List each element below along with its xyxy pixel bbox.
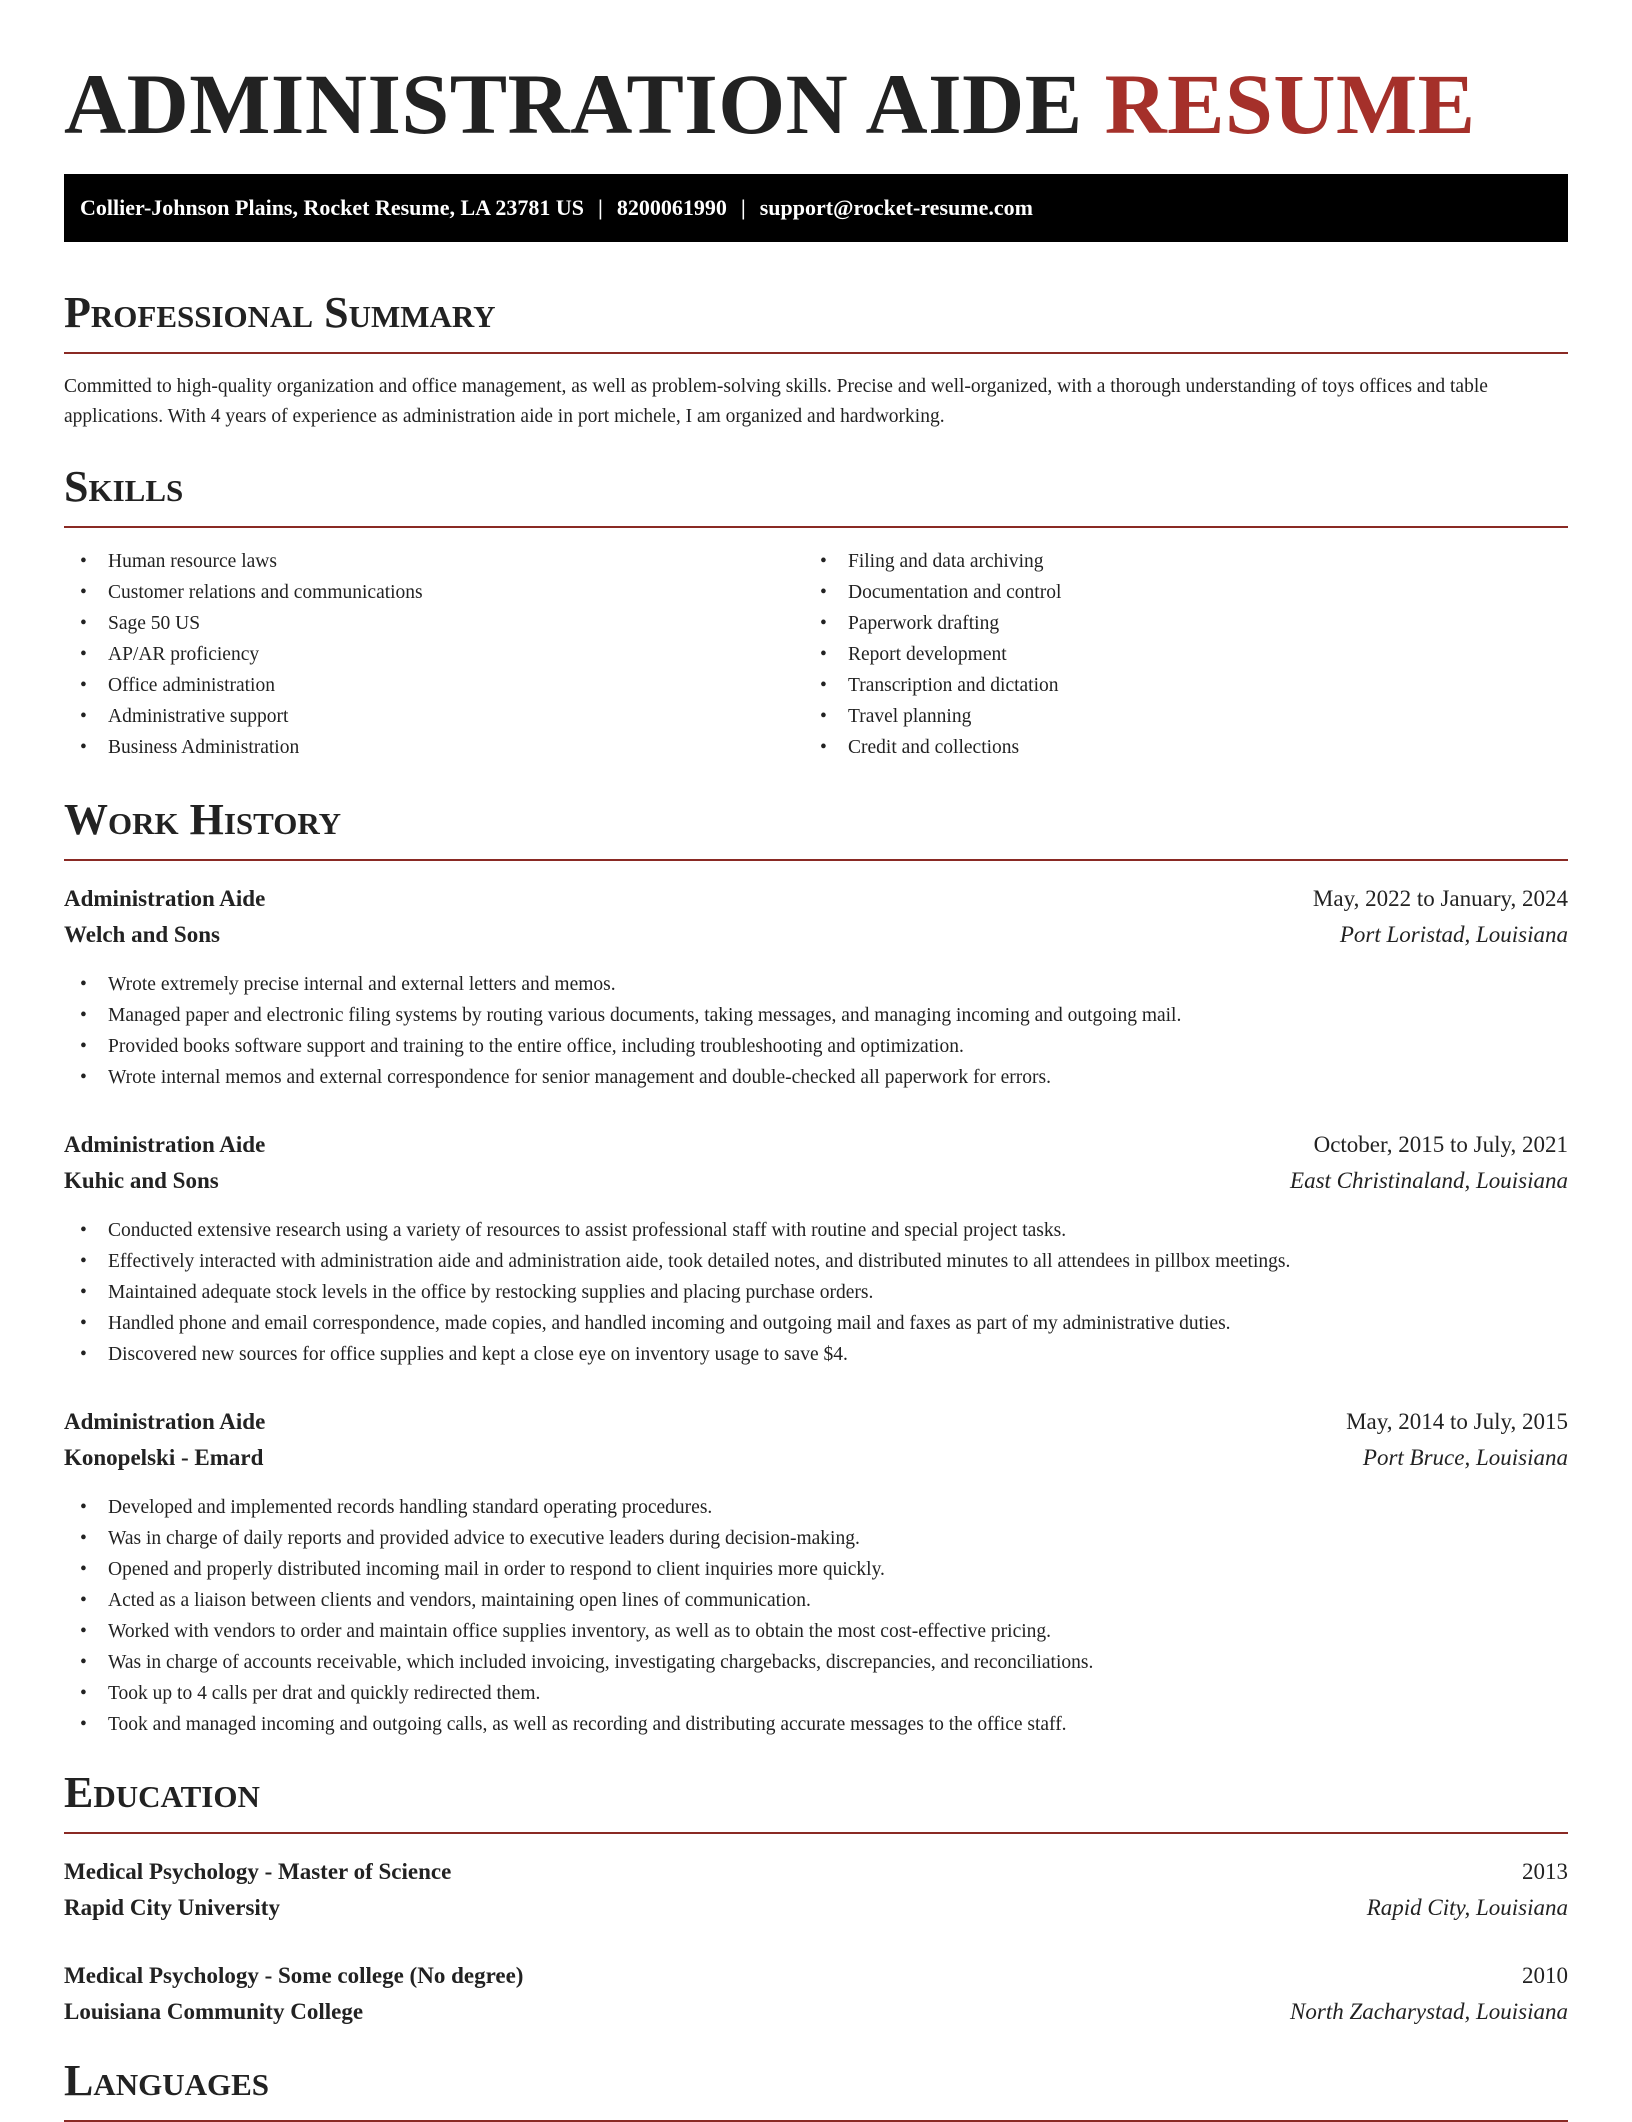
skill-item: • Filing and data archiving — [804, 546, 1544, 577]
job-dates: October, 2015 to July, 2021 — [1313, 1132, 1568, 1157]
job-bullet: • Conducted extensive research using a variety of resources to assist professional staff with routine and special project tasks. — [64, 1215, 1568, 1246]
resume-title-main: ADMINISTRATION AIDE — [64, 56, 1083, 152]
job-header-row — [64, 1127, 1568, 1163]
job-bullet: • Discovered new sources for office supplies and kept a close eye on inventory usage to save $4. — [64, 1339, 1568, 1370]
skill-item: • Transcription and dictation — [804, 670, 1544, 701]
job-bullet: • Took and managed incoming and outgoing calls, as well as recording and distributing accurate messages to the office staff. — [64, 1709, 1568, 1740]
skill-item: • Office administration — [64, 670, 804, 701]
education-heading: Education — [64, 1766, 1568, 1834]
job-location: Port Bruce, Louisiana — [1362, 1445, 1568, 1470]
job-bullet: • Wrote internal memos and external correspondence for senior management and double-checked all paperwork for errors. — [64, 1062, 1568, 1093]
job-company-row — [64, 1163, 1568, 1199]
job-bullet: • Handled phone and email correspondence, made copies, and handled incoming and outgoing mail and faxes as part of my administrative duties. — [64, 1308, 1568, 1339]
contact-address: Collier-Johnson Plains, Rocket Resume, LA 23781 US — [80, 195, 584, 220]
skill-item: • Business Administration — [64, 732, 804, 763]
education-entry — [64, 1958, 1568, 2030]
job-header-row — [64, 881, 1568, 917]
skill-item: • Documentation and control — [804, 577, 1544, 608]
education-school-row — [64, 1994, 1568, 2030]
contact-separator: | — [597, 195, 603, 220]
summary-text: Committed to high-quality organization and office management, as well as problem-solving skills. Precise and well-organized, with a thorough understanding of toys offices and table applications. With 4 years of experience as administration aide in port michele, I am organized and hardworking. — [64, 376, 1488, 427]
job-title: Administration Aide — [64, 886, 266, 911]
languages-heading: Languages — [64, 2054, 1568, 2122]
job-entry — [64, 881, 1568, 1093]
education-year: 2013 — [1522, 1859, 1568, 1884]
job-bullet: • Took up to 4 calls per drat and quickly redirected them. — [64, 1678, 1568, 1709]
skill-item: • Administrative support — [64, 701, 804, 732]
education-school: Louisiana Community College — [64, 1999, 364, 2024]
education-location: Rapid City, Louisiana — [1366, 1895, 1568, 1920]
job-bullets — [64, 969, 1568, 1093]
education-school-row — [64, 1890, 1568, 1926]
job-bullet: • Worked with vendors to order and maintain office supplies inventory, as well as to obtain the most cost-effective pricing. — [64, 1616, 1568, 1647]
skill-item: • Sage 50 US — [64, 608, 804, 639]
job-bullet: • Opened and properly distributed incoming mail in order to respond to client inquiries more quickly. — [64, 1554, 1568, 1585]
education-degree: Medical Psychology - Some college (No degree) — [64, 1963, 524, 1988]
job-company: Welch and Sons — [64, 922, 220, 947]
education-degree-row — [64, 1958, 1568, 1994]
job-bullet: • Maintained adequate stock levels in the office by restocking supplies and placing purchase orders. — [64, 1277, 1568, 1308]
job-bullet: • Managed paper and electronic filing systems by routing various documents, taking messages, and managing incoming and outgoing mail. — [64, 1000, 1568, 1031]
job-bullet: • Provided books software support and training to the entire office, including troubleshooting and optimization. — [64, 1031, 1568, 1062]
job-bullet: • Acted as a liaison between clients and vendors, maintaining open lines of communication. — [64, 1585, 1568, 1616]
education-degree: Medical Psychology - Master of Science — [64, 1859, 452, 1884]
skill-item: • Travel planning — [804, 701, 1544, 732]
job-location: East Christinaland, Louisiana — [1290, 1168, 1568, 1193]
contact-email: support@rocket-resume.com — [759, 195, 1033, 220]
skills-list — [64, 546, 1568, 763]
education-year: 2010 — [1522, 1963, 1568, 1988]
job-header-row — [64, 1404, 1568, 1440]
job-company-row — [64, 1440, 1568, 1476]
job-bullet: • Was in charge of accounts receivable, which included invoicing, investigating chargebacks, discrepancies, and reconciliations. — [64, 1647, 1568, 1678]
job-title: Administration Aide — [64, 1409, 266, 1434]
job-bullet: • Wrote extremely precise internal and external letters and memos. — [64, 969, 1568, 1000]
education-school: Rapid City University — [64, 1895, 280, 1920]
job-entry — [64, 1127, 1568, 1370]
skills-heading: Skills — [64, 460, 1568, 528]
skills-column-left — [64, 546, 804, 763]
education-entry — [64, 1854, 1568, 1926]
contact-bar — [64, 174, 1568, 242]
resume-title — [64, 0, 1568, 154]
job-title: Administration Aide — [64, 1132, 266, 1157]
skill-item: • Paperwork drafting — [804, 608, 1544, 639]
job-bullet: • Developed and implemented records handling standard operating procedures. — [64, 1492, 1568, 1523]
job-bullet: • Was in charge of daily reports and provided advice to executive leaders during decision-making. — [64, 1523, 1568, 1554]
contact-phone: 8200061990 — [616, 195, 727, 220]
skill-item: • Credit and collections — [804, 732, 1544, 763]
work-history-heading: Work History — [64, 793, 1568, 861]
job-company: Konopelski - Emard — [64, 1445, 264, 1470]
job-bullets — [64, 1215, 1568, 1370]
job-bullet: • Effectively interacted with administration aide and administration aide, took detailed notes, and distributed minutes to all attendees in pillbox meetings. — [64, 1246, 1568, 1277]
job-dates: May, 2014 to July, 2015 — [1346, 1409, 1568, 1434]
skill-item: • Report development — [804, 639, 1544, 670]
education-degree-row — [64, 1854, 1568, 1890]
summary-heading: Professional Summary — [64, 286, 1568, 354]
skill-item: • Human resource laws — [64, 546, 804, 577]
job-entry — [64, 1404, 1568, 1740]
job-company-row — [64, 917, 1568, 953]
job-location: Port Loristad, Louisiana — [1339, 922, 1568, 947]
resume-title-accent: RESUME — [1104, 56, 1476, 152]
job-dates: May, 2022 to January, 2024 — [1312, 886, 1568, 911]
skill-item: • AP/AR proficiency — [64, 639, 804, 670]
job-bullets — [64, 1492, 1568, 1740]
education-location: North Zacharystad, Louisiana — [1290, 1999, 1568, 2024]
job-company: Kuhic and Sons — [64, 1168, 219, 1193]
skills-column-right — [804, 546, 1544, 763]
contact-separator: | — [740, 195, 746, 220]
skill-item: • Customer relations and communications — [64, 577, 804, 608]
resume-page — [64, 0, 1568, 2122]
